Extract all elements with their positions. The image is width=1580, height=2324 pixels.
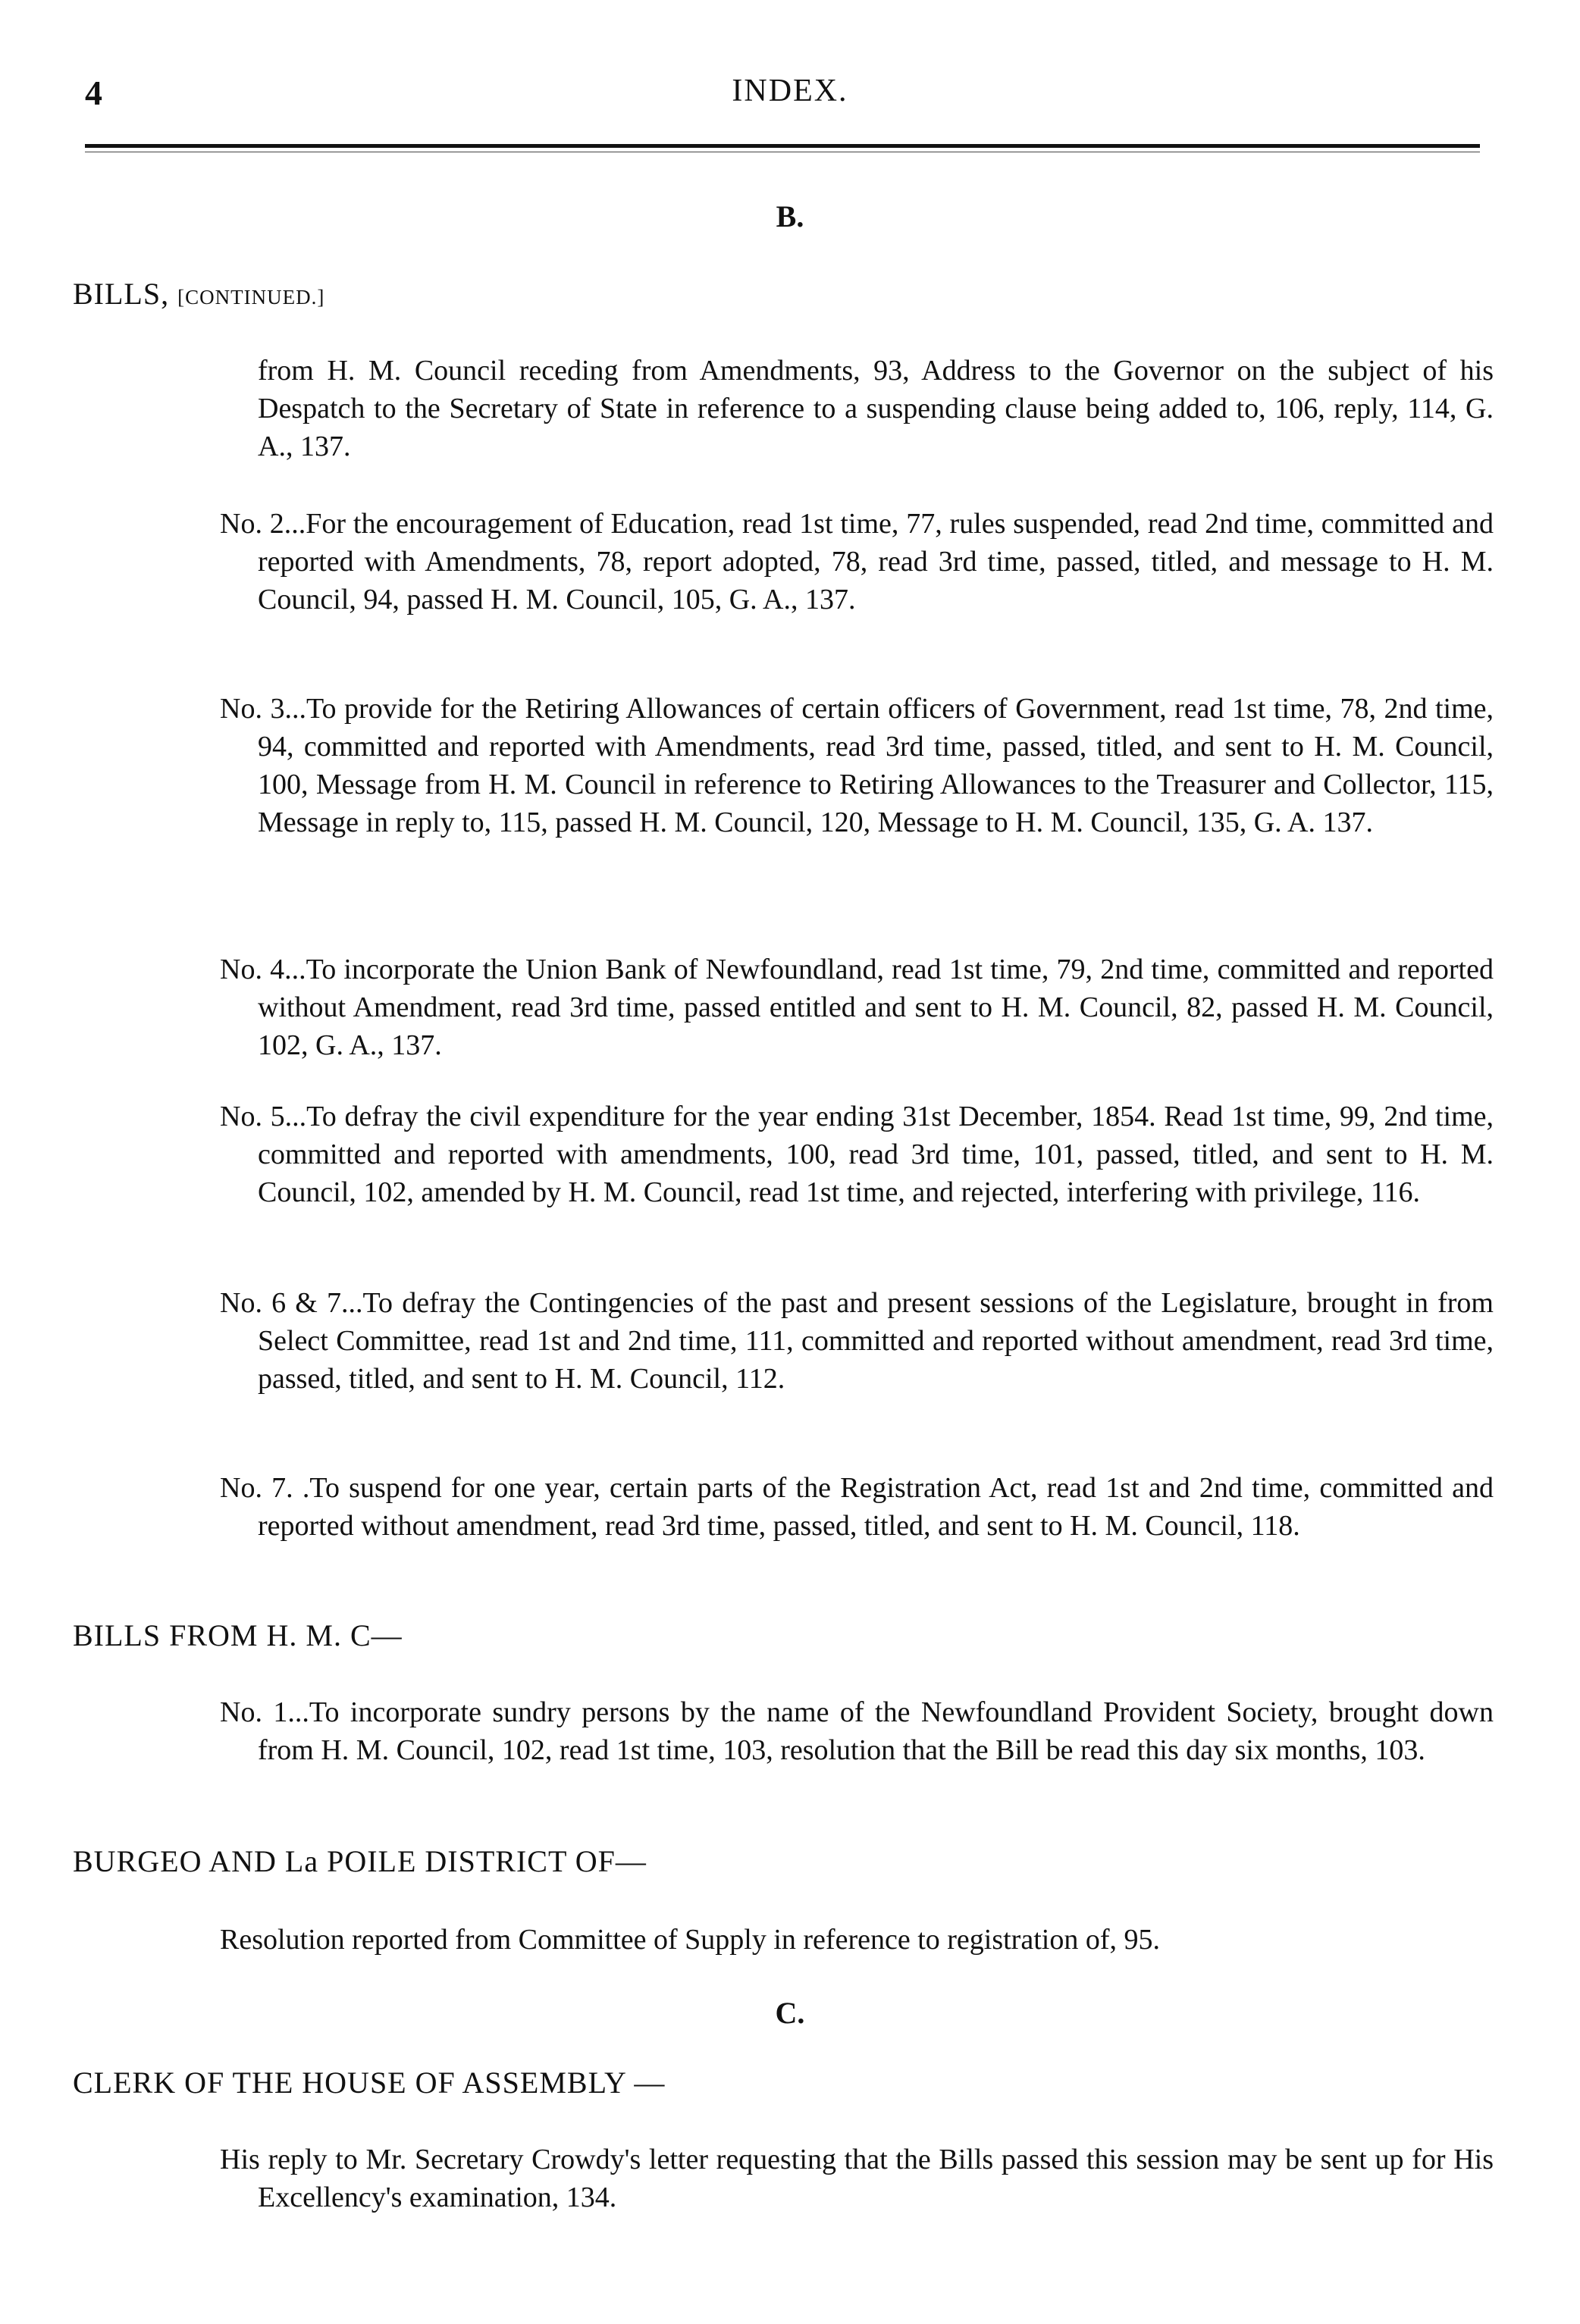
section-letter-b: B. [776, 199, 804, 233]
running-head: INDEX. [732, 74, 848, 108]
page-number: 4 [85, 74, 102, 112]
header-rule [85, 144, 1480, 148]
heading-burgeo-district: BURGEO AND La POILE DISTRICT OF— [73, 1844, 647, 1878]
bill-entry-no-4: No. 4...To incorporate the Union Bank of Newfoundland, read 1st time, 79, 2nd time, committed and reported without Amendment, read 3rd time, passed entitled and sent to H. M. Council, 82, passed H. M. Council, 102, G. A., 137. [220, 954, 1494, 1061]
bill-entry-no-6-7: No. 6 & 7...To defray the Contingencies of the past and present sessions of the Legislature, brought in from Select Committee, read 1st and 2nd time, 111, committed and reported without amendment, read 3rd time, passed, titled, and sent to H. M. Council, 112. [220, 1287, 1494, 1395]
clerk-entry: His reply to Mr. Secretary Crowdy's letter requesting that the Bills passed this session may be sent up for His Excellency's examination, 134. [220, 2144, 1494, 2213]
bill-hmc-entry-no-1: No. 1...To incorporate sundry persons by the name of the Newfoundland Provident Society, brought down from H. M. Council, 102, read 1st time, 103, resolution that the Bill be read this day six months, 103. [220, 1696, 1494, 1766]
bill-entry-no-2: No. 2...For the encouragement of Education, read 1st time, 77, rules suspended, read 2nd time, committed and reported with Amendments, 78, report adopted, 78, read 3rd time, passed, titled, and message to H. M. Council, 94, passed H. M. Council, 105, G. A., 137. [220, 508, 1494, 615]
section-letter-c: C. [775, 1996, 805, 2030]
heading-bills-from-hmc: BILLS FROM H. M. C— [73, 1618, 403, 1652]
heading-bills-continued [73, 276, 324, 312]
heading-continued-label: [CONTINUED.] [177, 286, 325, 309]
heading-bills-label: BILLS, [73, 277, 170, 311]
burgeo-entry: Resolution reported from Committee of Supply in reference to registration of, 95. [220, 1924, 1160, 1956]
bills-intro-entry: from H. M. Council receding from Amendments, 93, Address to the Governor on the subject of his Despatch to the Secretary of State in reference to a suspending clause being added to, 106, reply, 114, G. A., 137. [258, 355, 1494, 462]
bill-entry-no-5: No. 5...To defray the civil expenditure for the year ending 31st December, 1854. Read 1st time, 99, 2nd time, committed and reported with amendments, 100, read 3rd time, 101, passed, titled, and sent to H. M. Council, 102, amended by H. M. Council, read 1st time, and rejected, interfering with privilege, 116. [220, 1101, 1494, 1208]
bill-entry-no-3: No. 3...To provide for the Retiring Allowances of certain officers of Government, read 1st time, 78, 2nd time, 94, committed and reported with Amendments, read 3rd time, passed, titled, and sent to H. M. Council, 100, Message from H. M. Council in reference to Retiring Allowances to the Treasurer and Collector, 115, Message in reply to, 115, passed H. M. Council, 120, Message to H. M. Council, 135, G. A. 137. [220, 693, 1494, 838]
page-header [0, 73, 1580, 126]
heading-clerk-of-house: CLERK OF THE HOUSE OF ASSEMBLY — [73, 2066, 666, 2100]
bill-entry-no-7: No. 7. .To suspend for one year, certain parts of the Registration Act, read 1st and 2nd time, committed and reported without amendment, read 3rd time, passed, titled, and sent to H. M. Council, 118. [220, 1472, 1494, 1542]
